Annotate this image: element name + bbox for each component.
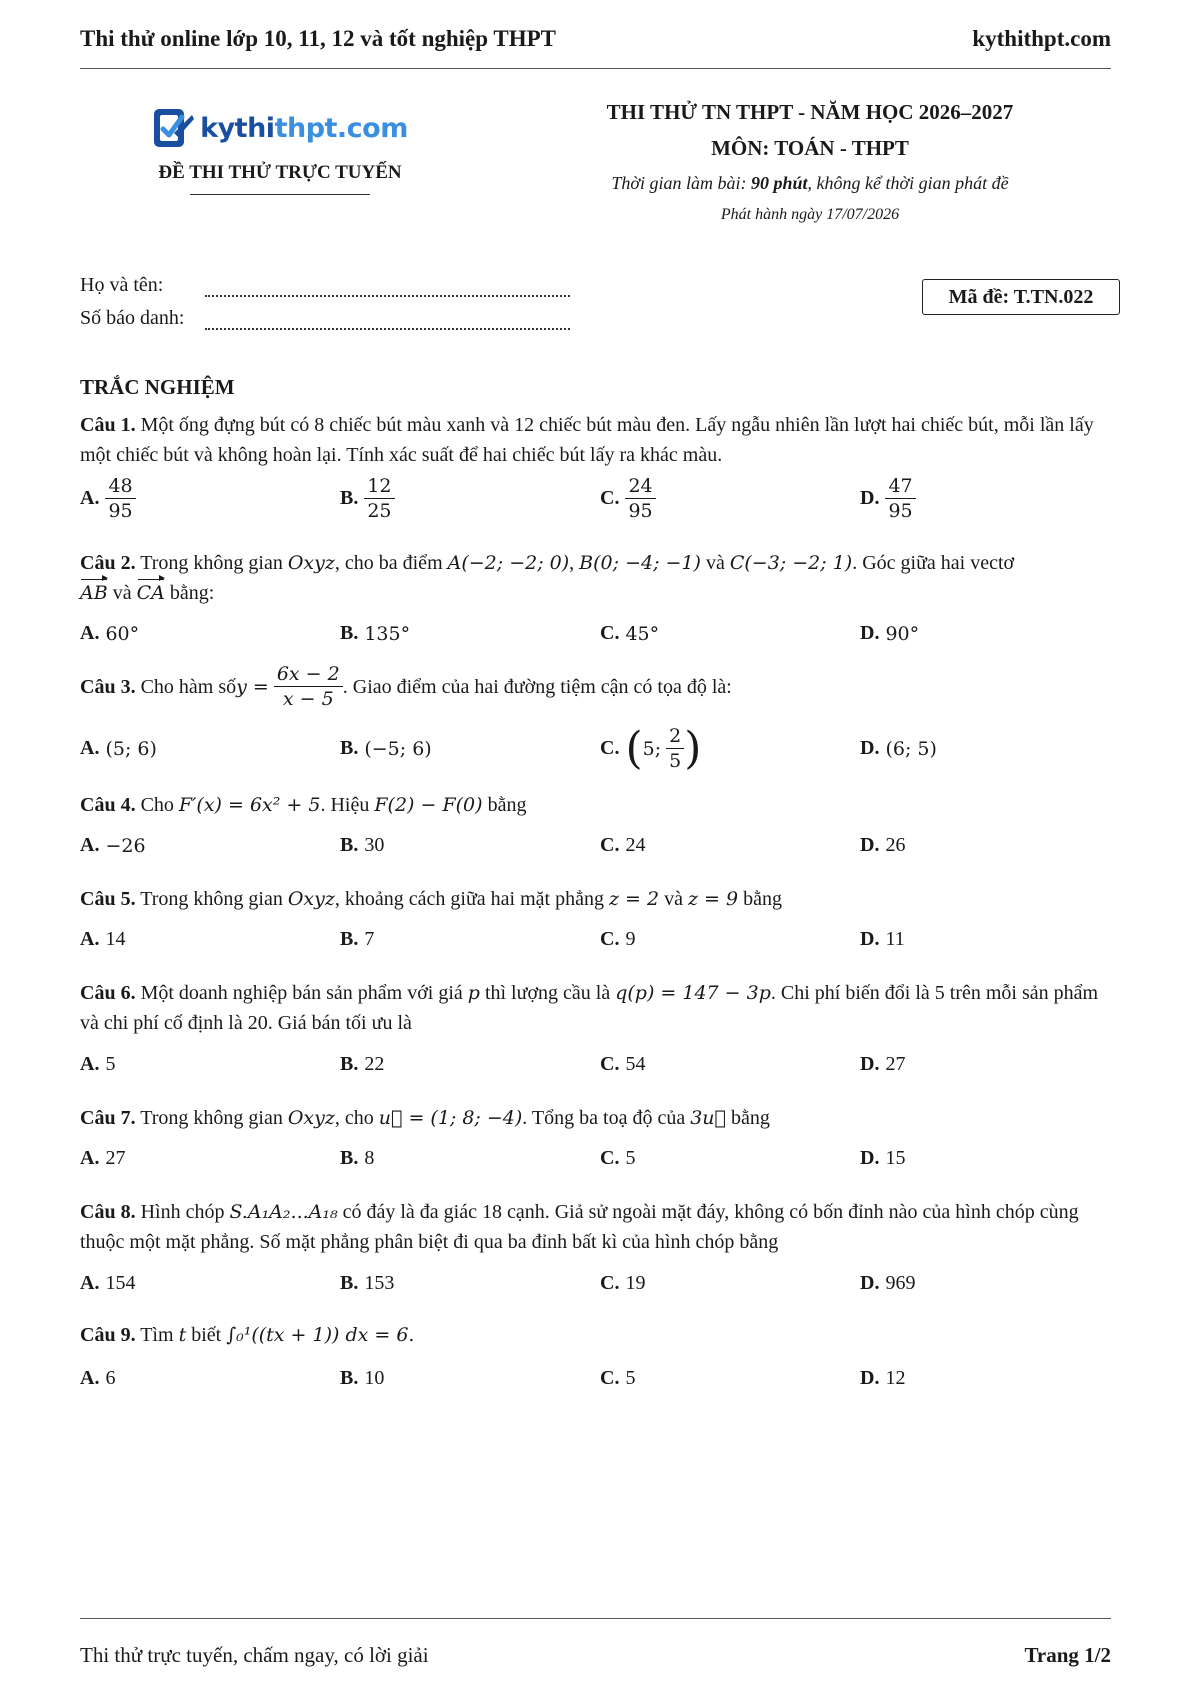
option-a[interactable]: A. −26 xyxy=(80,834,146,857)
option-c[interactable]: C. 24 xyxy=(600,834,646,856)
question-5-options xyxy=(80,928,1120,951)
id-field[interactable] xyxy=(205,310,570,330)
option-b[interactable]: B. (−5; 6) xyxy=(340,737,432,760)
question-3-options xyxy=(80,724,1120,773)
option-b[interactable]: B. 135° xyxy=(340,622,411,645)
name-label: Họ và tên: xyxy=(80,274,164,296)
header-rule xyxy=(80,68,1111,69)
option-c[interactable]: C. 45° xyxy=(600,622,660,645)
logo-block xyxy=(130,98,430,195)
exam-title: THI THỬ TN THPT - NĂM HỌC 2026–2027 xyxy=(606,100,1014,124)
page-footer xyxy=(80,1643,1111,1668)
question-5: Câu 5. Trong không gian Oxyz, khoảng cách giữa hai mặt phẳng z = 2 và z = 9 bằng xyxy=(80,888,782,910)
release-date: Phát hành ngày 17/07/2026 xyxy=(720,206,900,223)
question-1: Câu 1. Một ống đựng bút có 8 chiếc bút màu xanh và 12 chiếc bút màu đen. Lấy ngẫu nhiên lần lượt hai chiếc bút, mỗi lần lấy một chiếc bút và không hoàn lại. Tính xác suất để hai chiếc bút lấy ra khác màu. xyxy=(80,414,1094,466)
section-title: TRẮC NGHIỆM xyxy=(80,375,235,399)
option-d[interactable]: D. 90° xyxy=(860,622,920,645)
option-a[interactable]: A. 27 xyxy=(80,1147,126,1169)
option-b[interactable]: B. $\frac{12}{25}$ xyxy=(340,474,600,523)
question-7-options xyxy=(80,1147,1120,1170)
question-6-options xyxy=(80,1053,1120,1076)
question-4-options xyxy=(80,834,1120,857)
exam-type-label: ĐỀ THI THỬ TRỰC TUYẾN xyxy=(158,162,402,183)
option-a[interactable]: A. 5 xyxy=(80,1053,116,1075)
exam-code-badge: Mã đề: T.TN.022 xyxy=(922,279,1120,315)
option-b[interactable]: B. 153 xyxy=(340,1272,395,1294)
option-a[interactable]: A. 60° xyxy=(80,622,140,645)
option-d[interactable]: D. 11 xyxy=(860,928,905,950)
option-a[interactable]: A. $\frac{48}{95}$ xyxy=(80,474,340,523)
question-9-options xyxy=(80,1367,1120,1390)
question-3: Câu 3. Cho hàm số y = $\frac{6x - 2}{x - 5}$ . Giao điểm của hai đường tiệm cận có tọa độ là: xyxy=(80,663,732,710)
option-d[interactable]: D. 15 xyxy=(860,1147,906,1169)
option-b[interactable]: B. 7 xyxy=(340,928,375,950)
option-a[interactable]: A. 154 xyxy=(80,1272,136,1294)
logo-icon xyxy=(152,105,196,151)
option-a[interactable]: A. 14 xyxy=(80,928,126,950)
footer-rule xyxy=(80,1618,1111,1619)
candidate-info xyxy=(80,264,570,330)
option-b[interactable]: B. 8 xyxy=(340,1147,375,1169)
option-c[interactable]: C. 9 xyxy=(600,928,636,950)
header-left-text: Thi thử online lớp 10, 11, 12 và tốt nghiệp THPT xyxy=(80,26,556,51)
question-9: Câu 9. Tìm t biết ∫₀¹((tx + 1)) dx = 6. xyxy=(80,1324,415,1346)
exam-subject: MÔN: TOÁN - THPT xyxy=(711,136,909,160)
logo-underline xyxy=(190,194,370,195)
header-site-link[interactable]: kythithpt.com xyxy=(972,26,1111,51)
question-7: Câu 7. Trong không gian Oxyz, cho u⃗ = (1; 8; −4). Tổng ba toạ độ của 3u⃗ bằng xyxy=(80,1107,770,1129)
question-6: Câu 6. Một doanh nghiệp bán sản phẩm với giá p thì lượng cầu là q(p) = 147 − 3p. Chi phí biến đổi là 5 trên mỗi sản phẩm và chi phí cố định là 20. Giá bán tối ưu là xyxy=(80,982,1099,1034)
option-b[interactable]: B. 22 xyxy=(340,1053,385,1075)
exam-heading xyxy=(520,96,1100,227)
page-number: Trang 1/2 xyxy=(1024,1643,1111,1667)
page-header xyxy=(80,20,1111,58)
question-2: Câu 2. Trong không gian Oxyz, cho ba điểm A(−2; −2; 0), B(0; −4; −1) và C(−3; −2; 1). Góc giữa hai vectơ AB và CA bằng: xyxy=(80,548,1120,608)
option-c[interactable]: C. 5 xyxy=(600,1147,636,1169)
logo-wordmark: kythithpt.com xyxy=(200,112,408,144)
option-c[interactable]: C. 19 xyxy=(600,1272,646,1294)
name-field[interactable] xyxy=(205,277,570,297)
option-b[interactable]: B. 10 xyxy=(340,1367,385,1389)
option-c[interactable]: C. 54 xyxy=(600,1053,646,1075)
option-d[interactable]: D. 12 xyxy=(860,1367,906,1389)
option-c[interactable]: C. ( 5; $\frac{2}{5}$ ) xyxy=(600,722,702,774)
question-1-options xyxy=(80,474,1120,523)
exam-duration: Thời gian làm bài: 90 phút, không kể thời gian phát đề xyxy=(611,173,1009,193)
question-2-options xyxy=(80,622,1120,645)
question-8-options xyxy=(80,1272,1120,1295)
footer-tagline: Thi thử trực tuyến, chấm ngay, có lời giải xyxy=(80,1643,429,1667)
option-d[interactable]: D. 969 xyxy=(860,1272,916,1294)
option-d[interactable]: D. 26 xyxy=(860,834,906,856)
option-d[interactable]: D. $\frac{47}{95}$ xyxy=(860,474,1120,523)
option-d[interactable]: D. (6; 5) xyxy=(860,737,937,760)
question-4: Câu 4. Cho F′(x) = 6x² + 5. Hiệu F(2) − F(0) bằng xyxy=(80,794,527,816)
option-c[interactable]: C. $\frac{24}{95}$ xyxy=(600,474,860,523)
option-a[interactable]: A. (5; 6) xyxy=(80,737,157,760)
question-8: Câu 8. Hình chóp S.A₁A₂...A₁₈ có đáy là đa giác 18 cạnh. Giả sử ngoài mặt đáy, không có bốn đỉnh nào của hình chóp cùng thuộc một mặt phẳng. Số mặt phẳng phân biệt đi qua ba đỉnh bất kì của hình chóp bằng xyxy=(80,1201,1079,1253)
option-d[interactable]: D. 27 xyxy=(860,1053,906,1075)
option-a[interactable]: A. 6 xyxy=(80,1367,116,1389)
logo xyxy=(130,98,430,158)
id-label: Số báo danh: xyxy=(80,307,185,329)
option-b[interactable]: B. 30 xyxy=(340,834,385,856)
option-c[interactable]: C. 5 xyxy=(600,1367,636,1389)
